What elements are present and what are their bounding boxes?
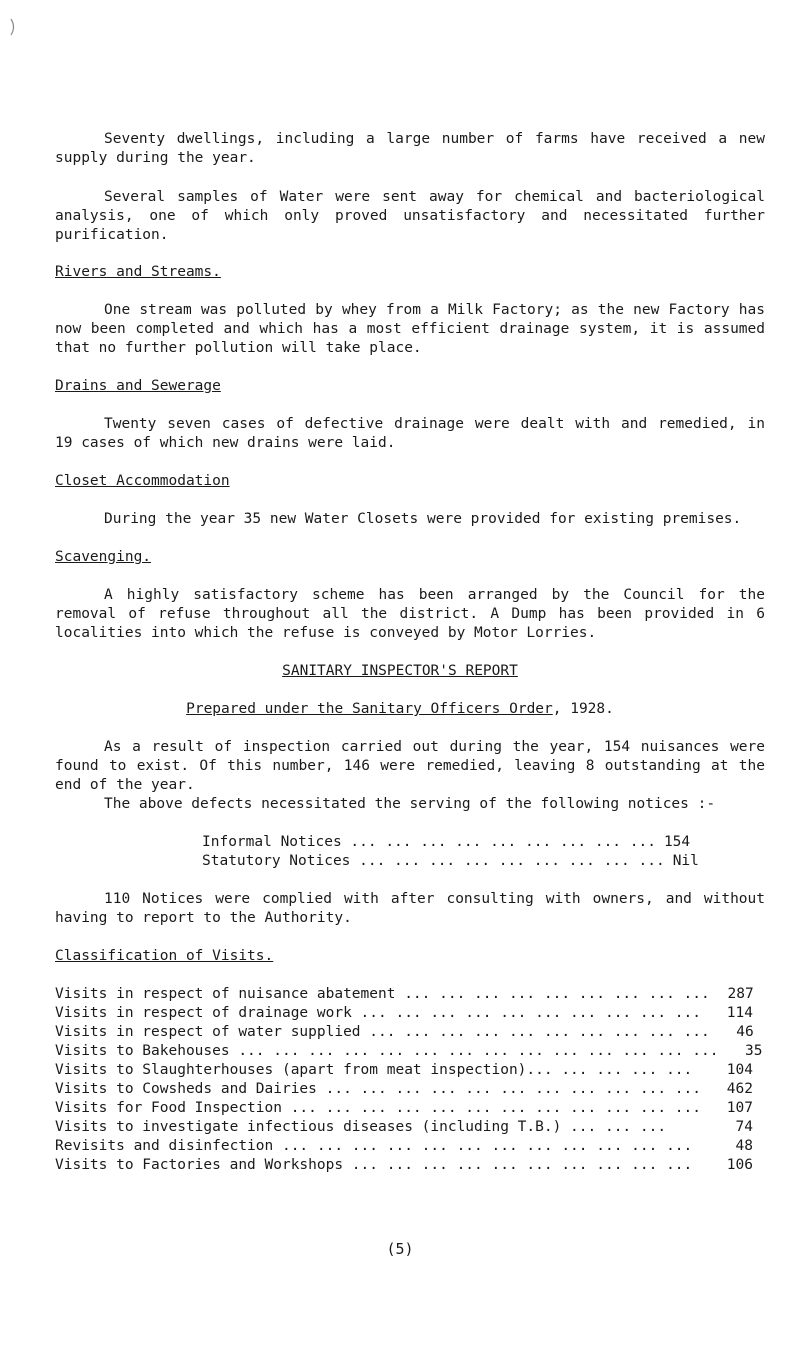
- water-supply-paragraph: Seventy dwellings, including a large number of farms have received a new supply during the year.: [55, 131, 765, 166]
- visits-heading: Classification of Visits.: [55, 948, 274, 964]
- notice-row-informal: Informal Notices ... ... ... ... ... ... ... ... ... 154: [202, 834, 691, 850]
- visits-row: Visits in respect of water supplied ... ... ... ... ... ... ... ... ... ... 46: [55, 1024, 754, 1040]
- water-samples-paragraph: Several samples of Water were sent away for chemical and bacteriological analysis, one of which only proved unsatisfactory and necessitated further purification.: [55, 189, 765, 243]
- closet-heading: Closet Accommodation: [55, 473, 230, 489]
- visits-row: Revisits and disinfection ... ... ... ... ... ... ... ... ... ... ... ... 48: [55, 1138, 753, 1154]
- rivers-paragraph: One stream was polluted by whey from a Milk Factory; as the new Factory has now been completed and which has a most efficient drainage system, it is assumed that no further pollution will take place.: [55, 302, 765, 356]
- visits-row: Visits for Food Inspection ... ... ... ... ... ... ... ... ... ... ... ... 107: [55, 1100, 753, 1116]
- notice-row-statutory: Statutory Notices ... ... ... ... ... ... ... ... ... Nil: [202, 853, 699, 869]
- visits-row: Visits to Slaughterhouses (apart from meat inspection)... ... ... ... ... 104: [55, 1062, 753, 1078]
- report-subtitle: Prepared under the Sanitary Officers Order, 1928.: [186, 701, 614, 717]
- visits-row: Visits to Bakehouses ... ... ... ... ... ... ... ... ... ... ... ... ... ... 35: [55, 1043, 763, 1059]
- drains-heading: Drains and Sewerage: [55, 378, 221, 394]
- inspection-paragraph: As a result of inspection carried out during the year, 154 nuisances were found to exist. Of this number, 146 were remedied, leaving 8 outstanding at the end of the year.: [55, 739, 765, 793]
- notices-complied-paragraph: 110 Notices were complied with after consulting with owners, and without having to report to the Authority.: [55, 891, 765, 926]
- closet-paragraph: During the year 35 new Water Closets were provided for existing premises.: [104, 511, 742, 527]
- visits-row: Visits to Factories and Workshops ... ... ... ... ... ... ... ... ... ... 106: [55, 1157, 753, 1173]
- drains-paragraph: Twenty seven cases of defective drainage were dealt with and remedied, in 19 cases of which new drains were laid.: [55, 416, 765, 451]
- scavenging-paragraph: A highly satisfactory scheme has been arranged by the Council for the removal of refuse throughout all the district. A Dump has been provided in 6 localities into which the refuse is conveyed by Motor Lorries.: [55, 587, 765, 641]
- page-number: (5): [386, 1240, 414, 1258]
- binding-mark-icon: [8, 18, 18, 36]
- report-title: SANITARY INSPECTOR'S REPORT: [282, 663, 518, 679]
- notices-intro-paragraph: The above defects necessitated the serving of the following notices :-: [104, 796, 716, 812]
- visits-row: Visits in respect of drainage work ... ... ... ... ... ... ... ... ... ... 114: [55, 1005, 753, 1021]
- visits-row: Visits in respect of nuisance abatement ... ... ... ... ... ... ... ... ... 287: [55, 986, 754, 1002]
- rivers-heading: Rivers and Streams.: [55, 264, 221, 280]
- visits-row: Visits to Cowsheds and Dairies ... ... ... ... ... ... ... ... ... ... ... 462: [55, 1081, 753, 1097]
- visits-row: Visits to investigate infectious diseases (including T.B.) ... ... ... 74: [55, 1119, 753, 1135]
- scavenging-heading: Scavenging.: [55, 549, 152, 565]
